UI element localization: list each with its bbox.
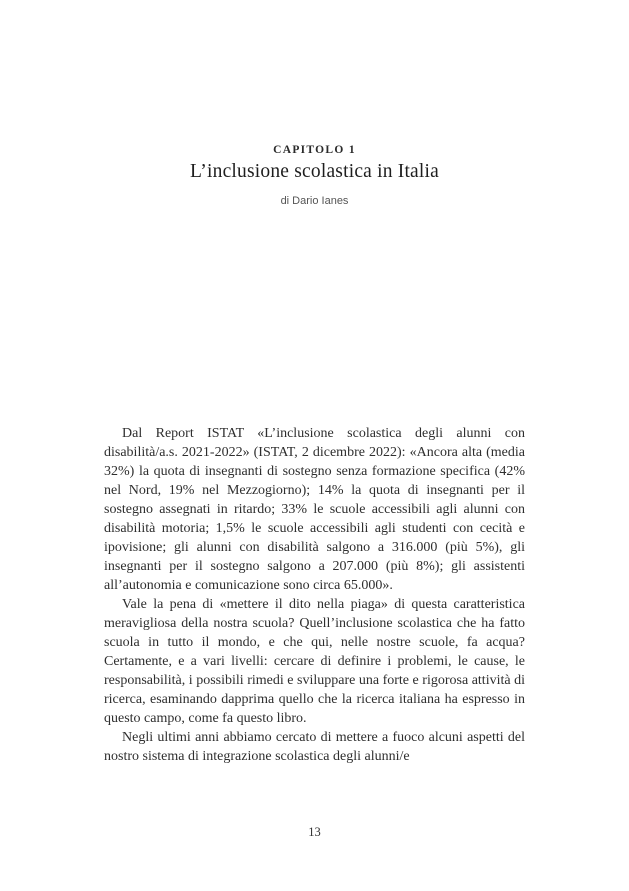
paragraph-vale-la-pena: Vale la pena di «mettere il dito nella piaga» di questa caratteristica meravigliosa della nostra scuola? Quell’inclusione scolastica che ha fatto scuola in tutto il mondo, e che qui, nelle nostre scuole, fa acqua? Certamente, e a vari livelli: cercare di definire i problemi, le cause, le responsabilità, i possibili rimedi e sviluppare una forte e rigorosa attività di ricerca, esaminando dapprima quello che la ricerca italiana ha espresso in questo campo, come fa questo libro. <box>104 597 525 726</box>
body-text-block <box>104 424 525 766</box>
chapter-title: L’inclusione scolastica in Italia <box>189 161 440 182</box>
chapter-number-label: CAPITOLO 1 <box>273 144 356 156</box>
chapter-header <box>0 144 629 207</box>
author-byline: di Dario Ianes <box>280 195 349 207</box>
page-number: 13 <box>308 825 321 839</box>
paragraph-negli-ultimi-anni: Negli ultimi anni abbiamo cercato di mettere a fuoco alcuni aspetti del nostro sistema di integrazione scolastica degli alunni/e <box>104 730 525 764</box>
paragraph-istat-report: Dal Report ISTAT «L’inclusione scolastica degli alunni con disabilità/a.s. 2021-2022» (ISTAT, 2 dicembre 2022): «Ancora alta (media 32%) la quota di insegnanti di sostegno senza formazione specifica (42% nel Nord, 19% nel Mezzogiorno); 14% la quota di insegnanti per il sostegno assegnati in ritardo; 33% le scuole accessibili agli alunni con disabilità motoria; 1,5% le scuole accessibili agli studenti con cecità e ipovisione; gli alunni con disabilità salgono a 316.000 (più 5%), gli insegnanti per il sostegno salgono a 207.000 (più 8%); gli assistenti all’autonomia e comunicazione sono circa 65.000». <box>104 426 525 593</box>
